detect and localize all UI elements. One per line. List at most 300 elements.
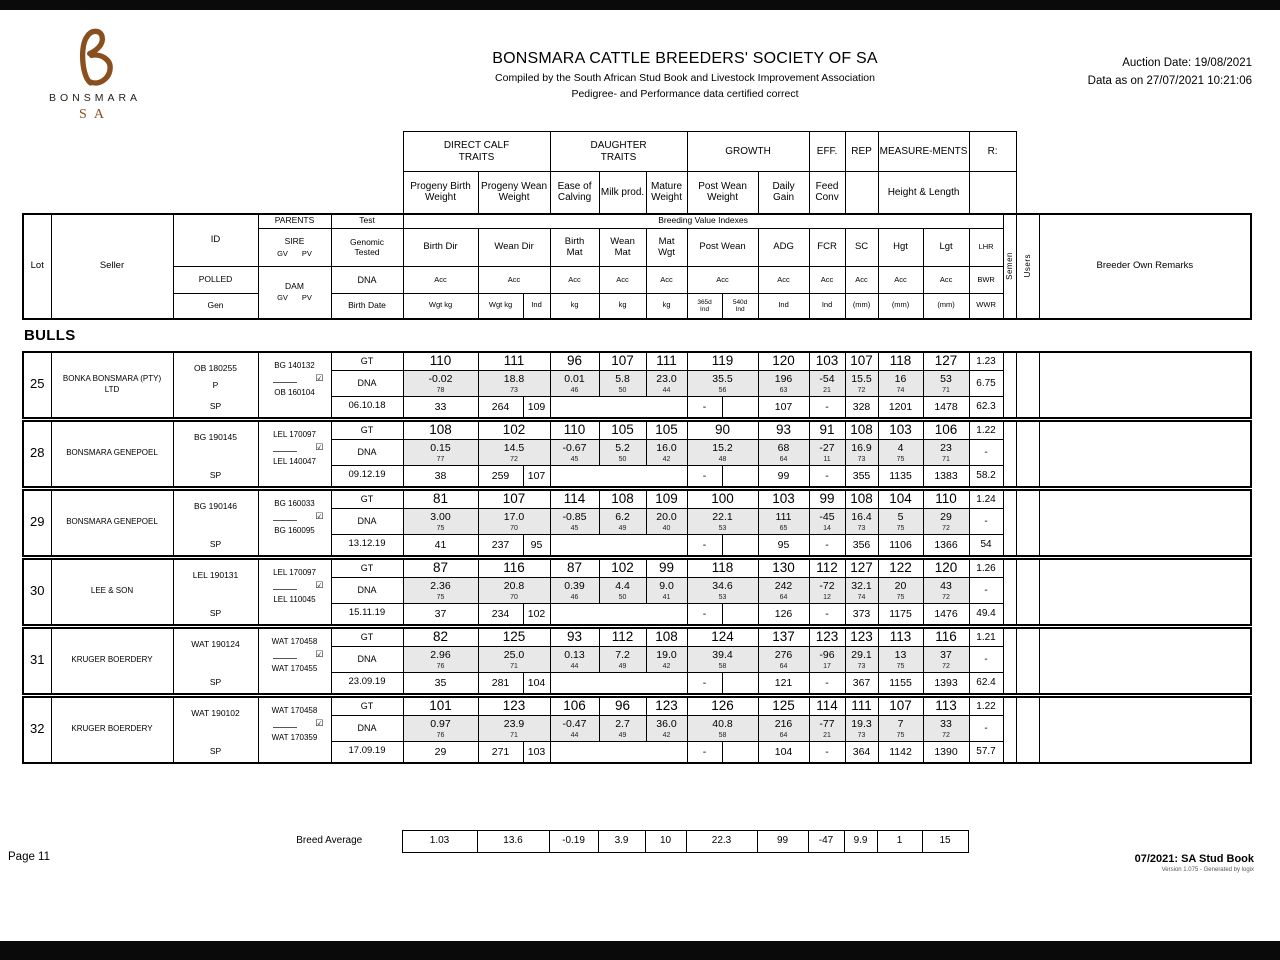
hgt-mm: 1175 — [878, 604, 923, 625]
unit-wgt-kg: Wgt kg — [403, 294, 478, 319]
breed-avg-sc: 9.9 — [844, 830, 877, 852]
genomic-tested-flag: GT — [331, 697, 403, 716]
unit-365d-ind: 365d Ind — [687, 294, 722, 319]
idx-wean-dir: 123 — [478, 697, 550, 716]
idx-hgt: 113 — [878, 628, 923, 647]
birth-date: 17.09.19 — [331, 742, 403, 763]
col-header-dam: DAM GV PV — [258, 267, 331, 319]
birth-date: 09.12.19 — [331, 466, 403, 487]
col-header-lot: Lot — [23, 214, 51, 319]
users-cell — [1016, 421, 1039, 487]
idx-wean-dir: 125 — [478, 628, 550, 647]
col-header-parents: PARENTS — [258, 214, 331, 229]
idx-birth-mat: 114 — [550, 490, 599, 509]
ebv-hgt: 20 — [878, 578, 923, 594]
ind-fcr: - — [809, 535, 845, 556]
wgt-birth: 38 — [403, 466, 478, 487]
idx-fcr: 99 — [809, 490, 845, 509]
lhr-value: 1.22 — [969, 421, 1003, 440]
acc-sc: 73 — [845, 456, 878, 466]
idx-hgt: 118 — [878, 352, 923, 371]
idx-birth-dir: 101 — [403, 697, 478, 716]
gen-code: SP — [209, 607, 222, 618]
col-header-wean-mat: Wean Mat — [599, 229, 646, 267]
idx-post-wean: 119 — [687, 352, 758, 371]
idx-adg: 130 — [758, 559, 809, 578]
seller-name: LEE & SON — [51, 559, 173, 625]
lot-block — [22, 627, 1252, 695]
acc-sc: 73 — [845, 663, 878, 673]
col-header-polled: POLLED — [173, 267, 258, 294]
wgt-wean: 281 — [478, 673, 523, 694]
acc-mat-wgt: 44 — [646, 387, 687, 397]
gv-blank-line — [273, 727, 297, 728]
acc-wean-mat: 49 — [599, 732, 646, 742]
acc-header: Acc — [878, 267, 923, 294]
ebv-mat-wgt: 23.0 — [646, 371, 687, 387]
ind-adg: 126 — [758, 604, 809, 625]
ebv-mat-wgt: 36.0 — [646, 716, 687, 732]
col-header-wwr: WWR — [969, 294, 1003, 319]
gen-code: SP — [209, 469, 222, 480]
gv-pv-row — [267, 511, 324, 523]
acc-lgt: 72 — [923, 594, 969, 604]
id-cell — [173, 352, 258, 418]
ebv-wean-mat: 6.2 — [599, 509, 646, 525]
gen-code: SP — [209, 676, 222, 687]
unit-mm: (mm) — [845, 294, 878, 319]
col-header-post-wean: Post Wean — [687, 229, 758, 267]
col-header-birth-mat: Birth Mat — [550, 229, 599, 267]
acc-fcr: 21 — [809, 387, 845, 397]
genomic-tested-flag: GT — [331, 352, 403, 371]
catalog-content — [22, 131, 1250, 853]
acc-birth-dir: 75 — [403, 594, 478, 604]
breed-avg-birth-mat: -0.19 — [549, 830, 598, 852]
group-r: R: — [969, 132, 1016, 172]
wgt-wean: 264 — [478, 397, 523, 418]
ebv-sc: 19.3 — [845, 716, 878, 732]
semen-cell — [1003, 628, 1016, 694]
acc-wean-mat: 50 — [599, 594, 646, 604]
sire-id: BG 160033 — [274, 498, 315, 508]
ebv-post-wean: 39.4 — [687, 647, 758, 663]
acc-adg: 63 — [758, 387, 809, 397]
idx-wean-dir: 107 — [478, 490, 550, 509]
sire-id: LEL 170097 — [273, 567, 316, 577]
ind-540d — [722, 673, 758, 694]
acc-wean-dir: 71 — [478, 663, 550, 673]
ebv-lgt: 53 — [923, 371, 969, 387]
viewer-top-bar — [0, 0, 1280, 10]
acc-header: Acc — [403, 267, 478, 294]
idx-mat-wgt: 123 — [646, 697, 687, 716]
sc-mm: 364 — [845, 742, 878, 763]
acc-wean-mat: 50 — [599, 387, 646, 397]
bwr-value: - — [969, 716, 1003, 742]
bwr-value: 6.75 — [969, 371, 1003, 397]
logo-sub-text: SA — [79, 107, 111, 122]
ind-wean: 102 — [523, 604, 550, 625]
lhr-value: 1.23 — [969, 352, 1003, 371]
idx-birth-dir: 108 — [403, 421, 478, 440]
lot-block — [22, 696, 1252, 764]
col-header-breeder-remarks: Breeder Own Remarks — [1039, 214, 1251, 319]
ebv-birth-mat: -0.67 — [550, 440, 599, 456]
ind-fcr: - — [809, 673, 845, 694]
acc-birth-dir: 78 — [403, 387, 478, 397]
bwr-value: - — [969, 440, 1003, 466]
ind-wean: 107 — [523, 466, 550, 487]
remarks-cell — [1039, 697, 1251, 763]
wwr-value: 49.4 — [969, 604, 1003, 625]
acc-hgt: 75 — [878, 663, 923, 673]
acc-birth-mat: 45 — [550, 456, 599, 466]
remarks-cell — [1039, 490, 1251, 556]
lot-number: 31 — [23, 628, 51, 694]
animal-id: LEL 190131 — [192, 569, 239, 580]
seller-name: KRUGER BOERDERY — [51, 628, 173, 694]
idx-mat-wgt: 105 — [646, 421, 687, 440]
ebv-fcr: -96 — [809, 647, 845, 663]
acc-birth-mat: 46 — [550, 387, 599, 397]
ebv-fcr: -27 — [809, 440, 845, 456]
ebv-adg: 111 — [758, 509, 809, 525]
col-header-seller: Seller — [51, 214, 173, 319]
id-cell — [173, 421, 258, 487]
ebv-adg: 68 — [758, 440, 809, 456]
ebv-sc: 29.1 — [845, 647, 878, 663]
ind-540d — [722, 742, 758, 763]
ebv-birth-mat: 0.13 — [550, 647, 599, 663]
lgt-mm: 1390 — [923, 742, 969, 763]
sire-id: WAT 170458 — [271, 705, 318, 715]
ebv-adg: 196 — [758, 371, 809, 387]
acc-lgt: 71 — [923, 456, 969, 466]
data-as-on: Data as on 27/07/2021 10:21:06 — [1087, 75, 1252, 87]
group-daughter-traits: DAUGHTER TRAITS — [550, 132, 687, 172]
pv-checkbox-icon: ☑ — [315, 372, 324, 383]
col-header-hgt: Hgt — [878, 229, 923, 267]
logo-brand-text: BONSMARA — [48, 92, 142, 104]
parents-cell — [258, 490, 331, 556]
acc-header: Acc — [478, 267, 550, 294]
ind-365d: - — [687, 604, 722, 625]
spacer — [22, 830, 257, 852]
ebv-fcr: -54 — [809, 371, 845, 387]
acc-wean-mat: 49 — [599, 663, 646, 673]
dam-id: OB 160104 — [274, 387, 315, 397]
lgt-mm: 1393 — [923, 673, 969, 694]
idx-lgt: 106 — [923, 421, 969, 440]
idx-birth-mat: 110 — [550, 421, 599, 440]
acc-adg: 65 — [758, 525, 809, 535]
breed-avg-post-wean: 22.3 — [686, 830, 757, 852]
acc-birth-dir: 77 — [403, 456, 478, 466]
wwr-value: 57.7 — [969, 742, 1003, 763]
acc-wean-dir: 70 — [478, 594, 550, 604]
ind-fcr: - — [809, 604, 845, 625]
acc-sc: 73 — [845, 732, 878, 742]
idx-birth-dir: 82 — [403, 628, 478, 647]
spacer — [968, 830, 1250, 852]
ebv-lgt: 33 — [923, 716, 969, 732]
lot-number: 28 — [23, 421, 51, 487]
idx-fcr: 114 — [809, 697, 845, 716]
acc-lgt: 72 — [923, 663, 969, 673]
ebv-hgt: 7 — [878, 716, 923, 732]
acc-birth-dir: 76 — [403, 732, 478, 742]
page-title: BONSMARA CATTLE BREEDERS' SOCIETY OF SA — [492, 50, 878, 67]
ebv-wean-dir: 18.8 — [478, 371, 550, 387]
acc-post-wean: 58 — [687, 732, 758, 742]
ebv-post-wean: 34.6 — [687, 578, 758, 594]
col-header-birth-date: Birth Date — [331, 294, 403, 319]
subheader-mature-weight: Mature Weight — [646, 172, 687, 214]
ind-wean: 103 — [523, 742, 550, 763]
acc-post-wean: 53 — [687, 594, 758, 604]
dna-flag: DNA — [331, 371, 403, 397]
idx-wean-dir: 102 — [478, 421, 550, 440]
ind-wean: 109 — [523, 397, 550, 418]
seller-name: BONKA BONSMARA (PTY) LTD — [51, 352, 173, 418]
idx-post-wean: 90 — [687, 421, 758, 440]
acc-mat-wgt: 42 — [646, 663, 687, 673]
acc-fcr: 14 — [809, 525, 845, 535]
ebv-wean-dir: 17.0 — [478, 509, 550, 525]
idx-birth-mat: 93 — [550, 628, 599, 647]
ind-365d: - — [687, 466, 722, 487]
acc-mat-wgt: 42 — [646, 456, 687, 466]
acc-wean-dir: 71 — [478, 732, 550, 742]
pv-checkbox-icon: ☑ — [315, 648, 324, 659]
group-rep: REP — [845, 132, 878, 172]
ebv-adg: 242 — [758, 578, 809, 594]
dam-id: BG 160095 — [274, 525, 315, 535]
dam-id: WAT 170359 — [271, 732, 318, 742]
unit-kg: kg — [646, 294, 687, 319]
unit-ind: Ind — [758, 294, 809, 319]
ebv-post-wean: 35.5 — [687, 371, 758, 387]
ebv-sc: 15.5 — [845, 371, 878, 387]
seller-name: KRUGER BOERDERY — [51, 697, 173, 763]
ebv-wean-mat: 5.2 — [599, 440, 646, 456]
lots-list — [22, 351, 1250, 764]
acc-adg: 64 — [758, 594, 809, 604]
acc-fcr: 21 — [809, 732, 845, 742]
idx-sc: 127 — [845, 559, 878, 578]
breed-avg-hgt: 1 — [877, 830, 922, 852]
idx-mat-wgt: 108 — [646, 628, 687, 647]
wgt-birth: 29 — [403, 742, 478, 763]
col-header-lgt: Lgt — [923, 229, 969, 267]
lot-block — [22, 420, 1252, 488]
ind-wean: 104 — [523, 673, 550, 694]
idx-lgt: 127 — [923, 352, 969, 371]
parents-cell — [258, 559, 331, 625]
acc-mat-wgt: 40 — [646, 525, 687, 535]
ebv-birth-mat: 0.01 — [550, 371, 599, 387]
animal-id: BG 190146 — [193, 500, 237, 511]
bwr-value: - — [969, 647, 1003, 673]
idx-post-wean: 100 — [687, 490, 758, 509]
remarks-cell — [1039, 352, 1251, 418]
dna-flag: DNA — [331, 509, 403, 535]
id-cell — [173, 628, 258, 694]
col-header-breeding-value-indexes: Breeding Value Indexes — [403, 214, 1003, 229]
lgt-mm: 1476 — [923, 604, 969, 625]
hgt-mm: 1135 — [878, 466, 923, 487]
ebv-sc: 32.1 — [845, 578, 878, 594]
ind-365d: - — [687, 673, 722, 694]
acc-hgt: 75 — [878, 525, 923, 535]
birth-date: 23.09.19 — [331, 673, 403, 694]
bottom-empty — [550, 466, 687, 487]
sc-mm: 373 — [845, 604, 878, 625]
users-cell — [1016, 697, 1039, 763]
ebv-mat-wgt: 9.0 — [646, 578, 687, 594]
unit-mm: (mm) — [878, 294, 923, 319]
unit-mm: (mm) — [923, 294, 969, 319]
bwr-value: - — [969, 578, 1003, 604]
dna-flag: DNA — [331, 578, 403, 604]
section-heading-bulls: BULLS — [24, 326, 76, 344]
ind-540d — [722, 604, 758, 625]
acc-hgt: 75 — [878, 732, 923, 742]
sc-mm: 328 — [845, 397, 878, 418]
ind-fcr: - — [809, 466, 845, 487]
dam-id: LEL 140047 — [273, 456, 316, 466]
wwr-value: 54 — [969, 535, 1003, 556]
ebv-hgt: 16 — [878, 371, 923, 387]
viewer-bottom-bar — [0, 941, 1280, 960]
lot-block — [22, 489, 1252, 557]
acc-adg: 64 — [758, 456, 809, 466]
unit-kg: kg — [599, 294, 646, 319]
hgt-mm: 1142 — [878, 742, 923, 763]
idx-lgt: 113 — [923, 697, 969, 716]
ebv-wean-mat: 4.4 — [599, 578, 646, 594]
hgt-mm: 1201 — [878, 397, 923, 418]
idx-post-wean: 118 — [687, 559, 758, 578]
ebv-birth-dir: 0.15 — [403, 440, 478, 456]
breed-avg-birth-dir: 1.03 — [402, 830, 477, 852]
group-eff: EFF. — [809, 132, 845, 172]
ebv-mat-wgt: 16.0 — [646, 440, 687, 456]
idx-fcr: 103 — [809, 352, 845, 371]
parents-cell — [258, 697, 331, 763]
parents-cell — [258, 628, 331, 694]
idx-fcr: 123 — [809, 628, 845, 647]
seller-name: BONSMARA GENEPOEL — [51, 421, 173, 487]
wgt-birth: 35 — [403, 673, 478, 694]
wgt-birth: 33 — [403, 397, 478, 418]
ebv-mat-wgt: 19.0 — [646, 647, 687, 663]
polled-flag: P — [212, 379, 219, 390]
idx-birth-dir: 81 — [403, 490, 478, 509]
parents-cell — [258, 352, 331, 418]
auction-info — [1088, 54, 1252, 90]
ebv-wean-dir: 23.9 — [478, 716, 550, 732]
ind-365d: - — [687, 535, 722, 556]
gv-blank-line — [273, 382, 297, 383]
acc-birth-mat: 45 — [550, 525, 599, 535]
acc-header: Acc — [687, 267, 758, 294]
ebv-post-wean: 15.2 — [687, 440, 758, 456]
birth-date: 06.10.18 — [331, 397, 403, 418]
unit-ind: Ind — [809, 294, 845, 319]
ind-adg: 107 — [758, 397, 809, 418]
ebv-lgt: 23 — [923, 440, 969, 456]
idx-birth-mat: 106 — [550, 697, 599, 716]
semen-cell — [1003, 352, 1016, 418]
footer-source: 07/2021: SA Stud Book — [1134, 853, 1254, 865]
sc-mm: 356 — [845, 535, 878, 556]
acc-sc: 74 — [845, 594, 878, 604]
subheader-rep-empty — [845, 172, 878, 214]
sire-id: LEL 170097 — [273, 429, 316, 439]
subheader-feed-conv: Feed Conv — [809, 172, 845, 214]
acc-fcr: 12 — [809, 594, 845, 604]
ebv-lgt: 29 — [923, 509, 969, 525]
idx-hgt: 107 — [878, 697, 923, 716]
idx-mat-wgt: 109 — [646, 490, 687, 509]
acc-header: Acc — [599, 267, 646, 294]
acc-post-wean: 48 — [687, 456, 758, 466]
col-header-bwr: BWR — [969, 267, 1003, 294]
idx-lgt: 120 — [923, 559, 969, 578]
ebv-birth-mat: -0.47 — [550, 716, 599, 732]
group-direct-calf-traits: DIRECT CALF TRAITS — [403, 132, 550, 172]
acc-wean-dir: 70 — [478, 525, 550, 535]
idx-lgt: 110 — [923, 490, 969, 509]
auction-date: Auction Date: 19/08/2021 — [1122, 57, 1252, 69]
idx-adg: 137 — [758, 628, 809, 647]
col-header-users: Users — [1016, 214, 1039, 319]
ind-540d — [722, 397, 758, 418]
idx-lgt: 116 — [923, 628, 969, 647]
ebv-lgt: 37 — [923, 647, 969, 663]
id-cell — [173, 559, 258, 625]
acc-birth-mat: 46 — [550, 594, 599, 604]
unit-ind: Ind — [523, 294, 550, 319]
ebv-post-wean: 40.8 — [687, 716, 758, 732]
subheader-progeny-birth-weight: Progeny Birth Weight — [403, 172, 478, 214]
idx-birth-dir: 110 — [403, 352, 478, 371]
gv-blank-line — [273, 658, 297, 659]
semen-cell — [1003, 421, 1016, 487]
animal-id: OB 180255 — [193, 362, 237, 373]
wgt-birth: 41 — [403, 535, 478, 556]
lot-number: 29 — [23, 490, 51, 556]
lhr-value: 1.26 — [969, 559, 1003, 578]
idx-wean-dir: 116 — [478, 559, 550, 578]
users-cell — [1016, 490, 1039, 556]
bottom-empty — [550, 673, 687, 694]
col-header-adg: ADG — [758, 229, 809, 267]
acc-header: Acc — [809, 267, 845, 294]
users-cell — [1016, 559, 1039, 625]
users-cell — [1016, 352, 1039, 418]
acc-post-wean: 56 — [687, 387, 758, 397]
ind-wean: 95 — [523, 535, 550, 556]
ind-540d — [722, 535, 758, 556]
wgt-wean: 237 — [478, 535, 523, 556]
subheader-post-wean-weight: Post Wean Weight — [687, 172, 758, 214]
acc-header: Acc — [758, 267, 809, 294]
breed-avg-wean-mat: 3.9 — [598, 830, 645, 852]
animal-id: BG 190145 — [193, 431, 237, 442]
